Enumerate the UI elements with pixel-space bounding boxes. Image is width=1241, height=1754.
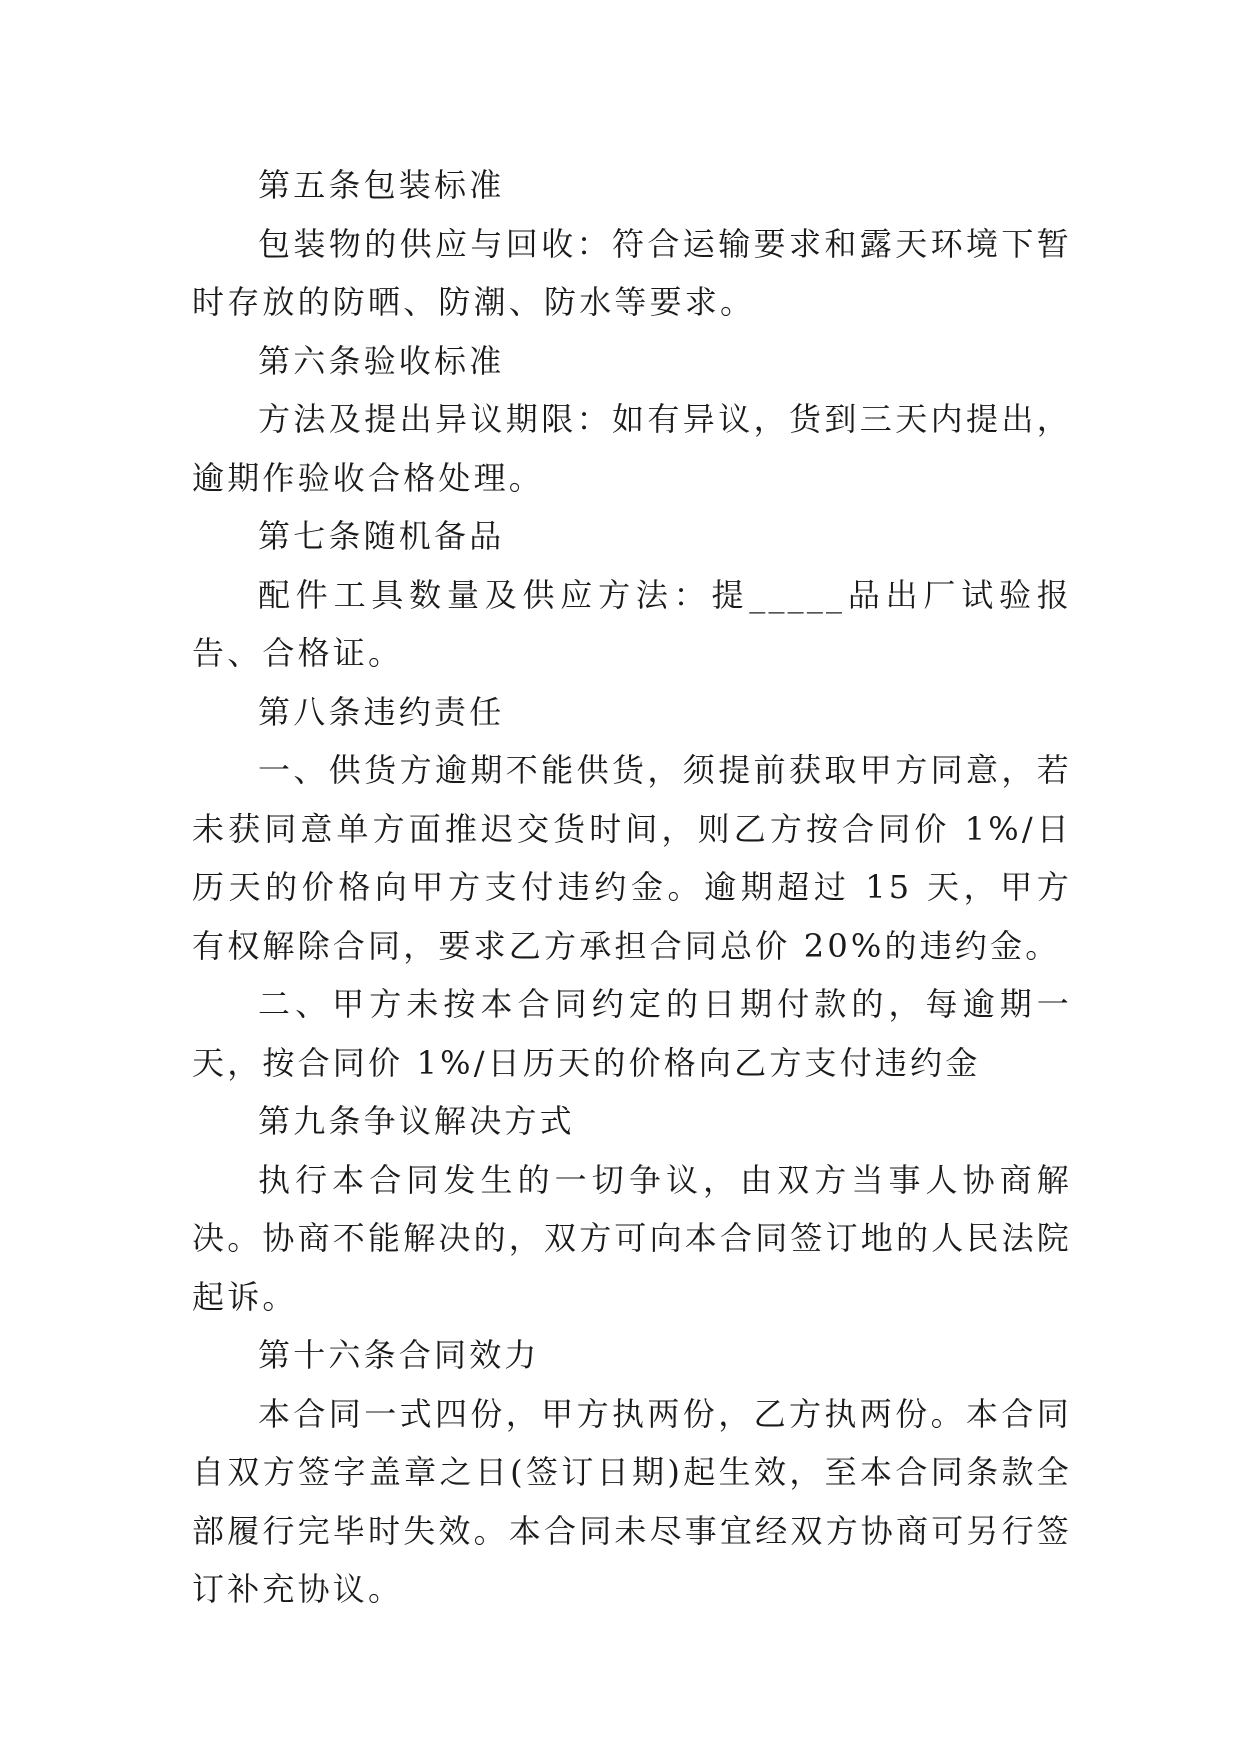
article-8-heading: 第八条违约责任 [258, 692, 505, 731]
article-9-text: 执行本合同发生的一切争议，由双方当事人协商解决。协商不能解决的，双方可向本合同签订地的人民法院起诉。 [192, 1160, 1073, 1316]
article-8-clause-1: 一、供货方逾期不能供货，须提前获取甲方同意，若未获同意单方面推迟交货时间，则乙方按合同价 1%/日历天的价格向甲方支付违约金。逾期超过 15 天，甲方有权解除合同，要求乙方承担合同总价 20%的违约金。 [192, 751, 1072, 965]
article-16-text: 本合同一式四份，甲方执两份，乙方执两份。本合同自双方签字盖章之日(签订日期)起生效，至本合同条款全部履行完毕时失效。本合同未尽事宜经双方协商可另行签订补充协议。 [192, 1394, 1073, 1608]
article-16-heading: 第十六条合同效力 [258, 1336, 540, 1374]
article-8-clause-2: 二、甲方未按本合同约定的日期付款的，每逾期一天，按合同价 1%/日历天的价格向乙方支付违约金 [192, 985, 1072, 1082]
article-5-heading: 第五条包装标准 [258, 166, 505, 204]
article-7-text: 配件工具数量及供应方法：提_____品出厂试验报告、合格证。 [192, 575, 1072, 672]
article-6-text: 方法及提出异议期限：如有异议，货到三天内提出，逾期作验收合格处理。 [192, 400, 1072, 497]
article-7-heading: 第七条随机备品 [258, 517, 505, 555]
article-5-text: 包装物的供应与回收：符合运输要求和露天环境下暂时存放的防晒、防潮、防水等要求。 [192, 224, 1072, 321]
article-9-heading: 第九条争议解决方式 [258, 1102, 575, 1140]
document-body [192, 156, 1072, 1619]
article-6-heading: 第六条验收标准 [258, 341, 505, 380]
